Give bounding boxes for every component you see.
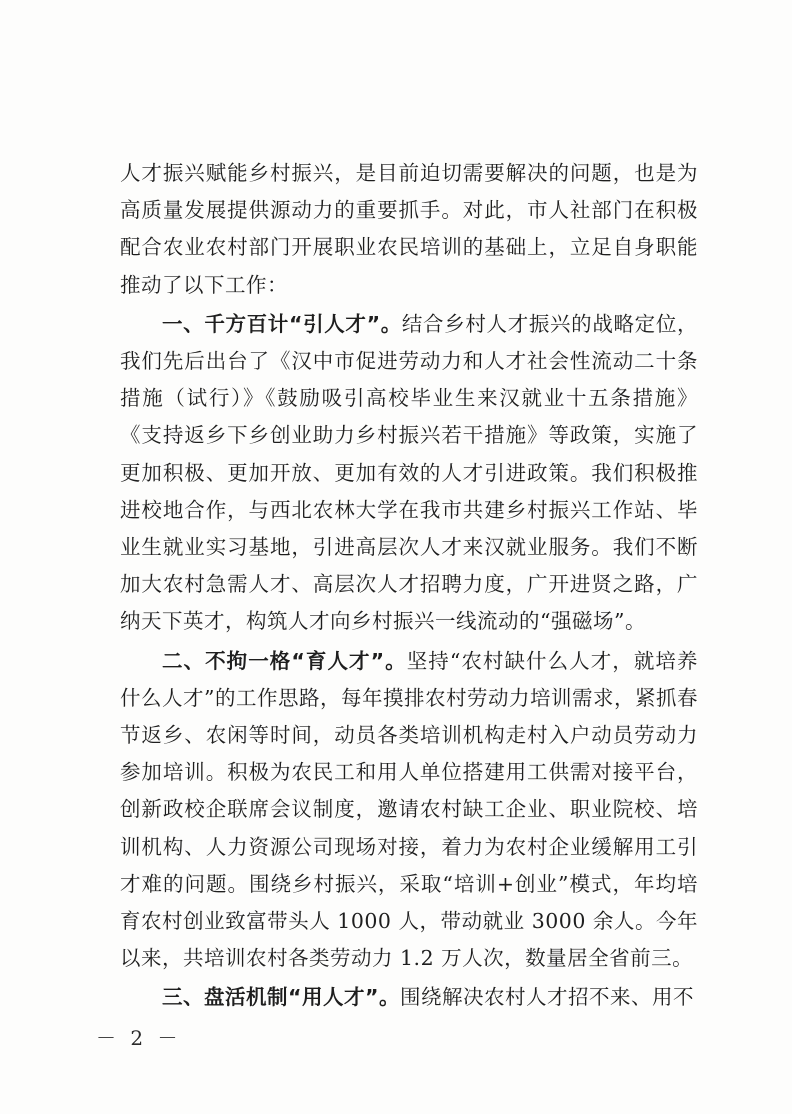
section-3-text: 围绕解决农村人才招不来、用不 [399, 985, 694, 1010]
page-number: － 2 － [96, 1026, 182, 1050]
paragraph-section-2 [120, 643, 698, 978]
paragraph-section-3 [120, 979, 698, 1016]
section-3-heading: 三、盘活机制“用人才”。 [162, 985, 400, 1010]
paragraph-intro [120, 155, 698, 304]
paragraph-section-1 [120, 306, 698, 641]
body-text [120, 155, 698, 1017]
section-1-heading: 一、千方百计“引人才”。 [162, 311, 402, 336]
paragraph-intro-text: 人才振兴赋能乡村振兴，是目前迫切需要解决的问题，也是为高质量发展提供源动力的重要抓手。对此，市人社部门在积极配合农业农村部门开展职业农民培训的基础上，立足自身职能推动了以下工作： [120, 161, 698, 297]
section-1-text: 结合乡村人才振兴的战略定位，我们先后出台了《汉中市促进劳动力和人才社会性流动二十条措施（试行）》《鼓励吸引高校毕业生来汉就业十五条措施》《支持返乡下乡创业助力乡村振兴若干措施》等政策，实施了更加积极、更加开放、更加有效的人才引进政策。我们积极推进校地合作，与西北农林大学在我市共建乡村振兴工作站、毕业生就业实习基地，引进高层次人才来汉就业服务。我们不断加大农村急需人才、高层次人才招聘力度，广开进贤之路，广纳天下英才，构筑人才向乡村振兴一线流动的“强磁场”。 [120, 311, 698, 634]
section-2-text: 坚持“农村缺什么人才，就培养什么人才”的工作思路，每年摸排农村劳动力培训需求，紧抓春节返乡、农闲等时间，动员各类培训机构走村入户动员劳动力参加培训。积极为农民工和用人单位搭建用工供需对接平台，创新政校企联席会议制度，邀请农村缺工企业、职业院校、培训机构、人力资源公司现场对接，着力为农村企业缓解用工引才难的问题。围绕乡村振兴，采取“培训+创业”模式，年均培育农村创业致富带头人 1000 人，带动就业 3000 余人。今年以来，共培训农村各类劳动力 1.2 万人次，数量居全省前三。 [120, 648, 698, 971]
section-2-heading: 二、不拘一格“育人才”。 [162, 648, 407, 673]
